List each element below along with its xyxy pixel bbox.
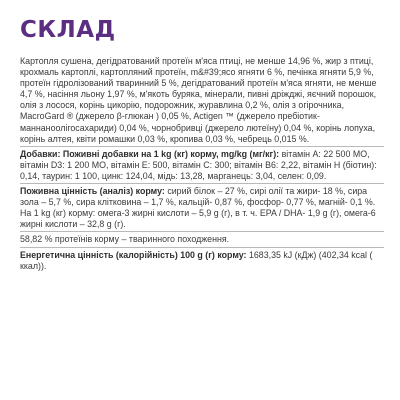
animal-protein-text: 58,82 % протеїнів корму – тваринного походження. (20, 234, 230, 245)
page-title: СКЛАД (20, 17, 116, 43)
energy-heading: Енергетична цінність (калорійність) 100 g (г) корму: (20, 249, 247, 260)
composition-panel (20, 14, 384, 275)
additives-heading: Добавки: Поживні добавки на 1 kg (кг) корму, mg/kg (мг/кг): (20, 148, 280, 159)
energy-value-section (20, 250, 384, 273)
additives-section (20, 149, 384, 184)
nutrition-analysis-section (20, 186, 384, 232)
nutrition-text: сирий білок – 27 %, сирі олії та жири- 18 %, сира зола – 5,7 %, сира клітковина – 1,7 %, кальцій- 0,87 %, фосфор- 0,77 %, магній- 0,1 %. На 1 kg (кг) корму: омега-3 жирні кислоти – 5,9 g (г), в т. ч. EPA / DHA- 1,9 g (г), омега-6 жирні кислоти – 32,8 g (г). (20, 186, 376, 230)
ingredients-section (20, 56, 384, 147)
nutrition-heading: Поживна цінність (аналіз) корму: (20, 186, 165, 197)
additives-text: вітамін A: 22 500 МО, вітамін D3: 1 200 МО, вітамін E: 500, вітамін C: 300; вітамін B6: 2,22, вітамін H (біотин): 0,14, таурин: 1 100, цинк: 124,04, мідь: 13,28, марганець: 3,04, селен: 0,09. (20, 148, 377, 181)
ingredients-text: Картопля сушена, дегідратований протеїн м'яса птиці, не менше 14,96 %, жир з птиці, крохмаль картоплі, картопляний протеїн, m&#39;ясо ягняти 6 %, печінка ягняти 5,9 %, протеїн гідролізований тваринний 5 %, дегідратований протеїн м'яса ягняти, не менше 4,7 %, насіння льону 1,97 %, м'якоть буряка, мінерали, пивні дріжджі, яєчний порошок, олія з лосося, корінь цикорію, подорожник, журавлина 0,2 %, олія з огірочника, MacroGard ® (джерело β-глюкан ) 0,05 %, Actigen ™ (джерело пребіотик- маннаноолігосахариди) 0,04 %, чорнобривці (джерело лютеїну) 0,04 %, корінь лопуха, корінь алтея, квіти ромашки 0,03 %, кропива 0,03 %, чебрець 0,015 %. (20, 56, 377, 144)
animal-protein-section (20, 234, 384, 247)
energy-text: 1683,35 kJ (кДж) (402,34 kcal ( ккал)). (20, 249, 373, 271)
